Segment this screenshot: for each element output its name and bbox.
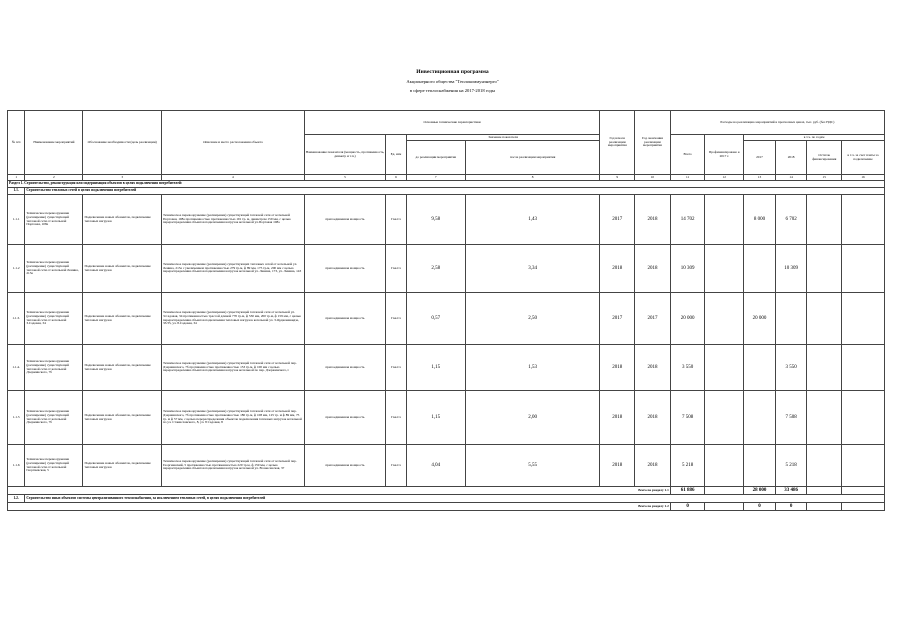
row-2017 xyxy=(744,345,776,391)
row-num: 1.1.1 xyxy=(8,195,25,245)
col-number: 15 xyxy=(807,175,842,181)
row-2018: 3 550 xyxy=(775,345,807,391)
row-2018: 10 309 xyxy=(775,245,807,293)
header-tech-name: Наименование показателя (мощность, протяженность, диаметр и т.п.) xyxy=(304,135,386,175)
header-desc: Описание и место расположения объекта xyxy=(161,111,304,175)
header-name: Наименование мероприятий xyxy=(25,111,83,175)
row-financed xyxy=(705,293,744,345)
subsection-1-1-title: Строительство тепловых сетей в целях подключения потребителей xyxy=(25,188,885,195)
row-need: Подключение новых абонентов, подключение тепловых нагрузок xyxy=(83,345,162,391)
document-period: в сфере теплоснабжения на 2017-2018 годы xyxy=(409,88,496,93)
col-number: 3 xyxy=(83,175,162,181)
row-year-start: 2017 xyxy=(600,195,635,245)
col-number: 16 xyxy=(842,175,885,181)
row-year-end: 2018 xyxy=(635,245,671,293)
subsection-1-2-title: Строительство иных объектов системы централизованного теплоснабжения, за исключением тепловых сетей, в целях подключения потребителей xyxy=(25,495,885,503)
row-2017 xyxy=(744,391,776,445)
row-2018: 5 218 xyxy=(775,445,807,487)
row-financed xyxy=(705,245,744,293)
row-conn xyxy=(842,445,885,487)
row-total: 3 550 xyxy=(670,345,705,391)
table-row xyxy=(8,345,885,391)
table-row xyxy=(8,391,885,445)
row-remaining xyxy=(807,195,842,245)
row-year-end: 2018 xyxy=(635,195,671,245)
row-conn xyxy=(842,345,885,391)
col-number: 6 xyxy=(386,175,406,181)
document-organization: Акционерного общества "Теплокоммунэнерго" xyxy=(406,79,499,84)
row-tech: присоединенная мощность xyxy=(304,195,386,245)
subsection-1-2-num: 1.2. xyxy=(8,495,25,503)
row-after: 1,53 xyxy=(465,345,600,391)
row-remaining xyxy=(807,345,842,391)
row-year-start: 2017 xyxy=(600,293,635,345)
header-2018: 2018 xyxy=(775,141,807,175)
row-year-end: 2018 xyxy=(635,345,671,391)
row-year-start: 2018 xyxy=(600,345,635,391)
row-after: 5,55 xyxy=(465,445,600,487)
row-desc: Техническое перевооружение (расширение) существующей тепловой сети от котельной ул. З.Садовая, 34 протяженностью трассой длиной 770 тр.м, ф 530 мм, 200 тр.м, ф 159 мм, с целью перераспределения объектов подключения тепловых нагрузок котельной ул. З.Орджоникидзе, 33/35, ул. 8.Садовая, 34 xyxy=(161,293,304,345)
subsection-1-1-num: 1.1. xyxy=(8,188,25,195)
subtotal-1-1-label: Всего по разделу 1.1 xyxy=(8,487,671,495)
row-unit: Гкал/ч xyxy=(386,245,406,293)
row-before: 1,15 xyxy=(406,345,465,391)
row-conn xyxy=(842,391,885,445)
header-year-end: Год окончания реализации мероприятия xyxy=(635,111,671,175)
row-tech: присоединенная мощность xyxy=(304,245,386,293)
subtotal-1-2-total: 0 xyxy=(670,503,705,511)
row-before: 9,58 xyxy=(406,195,465,245)
col-number: 2 xyxy=(25,175,83,181)
row-tech: присоединенная мощность xyxy=(304,293,386,345)
row-desc: Техническое перевооружение (расширение) существующей тепловой сети от котельной пер. Георгиевский, 5 протяженностью протяженностью 220 тр.м, ф 159 мм, с целью перераспределения объектов подключения нагрузок котельной ул. Вознесенская, 37 xyxy=(161,445,304,487)
header-2017: 2017 xyxy=(744,141,776,175)
row-2018: 7 508 xyxy=(775,391,807,445)
row-after: 1,43 xyxy=(465,195,600,245)
row-before: 0,57 xyxy=(406,293,465,345)
row-unit: Гкал/ч xyxy=(386,195,406,245)
col-number: 11 xyxy=(670,175,705,181)
header-remaining: Остаток финансирования xyxy=(807,141,842,175)
col-number: 13 xyxy=(744,175,776,181)
row-year-end: 2018 xyxy=(635,391,671,445)
subtotal-row xyxy=(8,503,885,511)
row-remaining xyxy=(807,445,842,487)
header-year-start: Год начала реализации мероприятия xyxy=(600,111,635,175)
row-year-end: 2017 xyxy=(635,293,671,345)
subtotal-1-2-2017: 0 xyxy=(744,503,776,511)
header-unit: Ед. изм xyxy=(386,135,406,175)
document-title-block xyxy=(0,68,905,95)
row-tech: присоединенная мощность xyxy=(304,345,386,391)
row-before: 4,04 xyxy=(406,445,465,487)
investment-program-table xyxy=(7,110,885,511)
row-desc: Техническое перевооружение (расширение) существующих тепловых сетей от котельной ул. Ленина, 213а с увеличением протяженностью 279 тр.м, ф 89 мм, 175 тр.м, 200 мм с целью перераспределения объектов подключения нагрузок котельной ул. Ленина, 173, ул. Ленина, 143 xyxy=(161,245,304,293)
col-number: 14 xyxy=(775,175,807,181)
subtotal-1-1-2018: 33 486 xyxy=(775,487,807,495)
table-row xyxy=(8,445,885,487)
subtotal-1-2-label: Всего по разделу 1.2 xyxy=(8,503,671,511)
row-total: 5 218 xyxy=(670,445,705,487)
header-need: Обоснование необходимости (цель реализации) xyxy=(83,111,162,175)
row-num: 1.1.5 xyxy=(8,391,25,445)
row-desc: Техническое перевооружение (расширение) существующей тепловой сети от котельной пер. Дзержинского, 7б протяженностью протяженностью 180 тр.м, ф 108 мм, 125 тр. м ф 89 мм, 75 тр. м ф 57 мм, с целью перераспределения объектов подключения тепловых нагрузок котельной по ул. Станиславского, 8, ул. 8 Садовая, 8 xyxy=(161,391,304,445)
row-num: 1.1.2 xyxy=(8,245,25,293)
subtotal-1-1-2017: 28 000 xyxy=(744,487,776,495)
row-year-start: 2018 xyxy=(600,245,635,293)
row-financed xyxy=(705,445,744,487)
col-number: 12 xyxy=(705,175,744,181)
row-2018: 6 702 xyxy=(775,195,807,245)
row-year-start: 2018 xyxy=(600,445,635,487)
col-number: 9 xyxy=(600,175,635,181)
row-total: 10 309 xyxy=(670,245,705,293)
row-tech: присоединенная мощность xyxy=(304,391,386,445)
row-after: 2,50 xyxy=(465,293,600,345)
row-need: Подключение новых абонентов, подключение тепловых нагрузок xyxy=(83,245,162,293)
section-1-title: Раздел 1. Строительство, реконструкция или модернизация объектов в целях подключения потребителей: xyxy=(8,181,885,188)
header-num: № п/п xyxy=(8,111,25,175)
document-title: Инвестиционная программа xyxy=(416,69,489,75)
table-row xyxy=(8,293,885,345)
row-2017: 20 000 xyxy=(744,293,776,345)
row-conn xyxy=(842,195,885,245)
table-row xyxy=(8,195,885,245)
row-2018 xyxy=(775,293,807,345)
row-financed xyxy=(705,391,744,445)
header-before: до реализации мероприятия xyxy=(406,141,465,175)
header-total: Всего xyxy=(670,135,705,175)
row-remaining xyxy=(807,293,842,345)
row-before: 1,15 xyxy=(406,391,465,445)
row-conn xyxy=(842,293,885,345)
header-expenses: Расходы на реализацию мероприятий в прогнозных ценах, тыс. руб. (без НДС) xyxy=(670,111,884,135)
row-need: Подключение новых абонентов, подключение тепловых нагрузок xyxy=(83,445,162,487)
header-incl-conn: в т.ч. за счет платы за подключение xyxy=(842,141,885,175)
row-before: 2,58 xyxy=(406,245,465,293)
row-need: Подключение новых абонентов, подключение тепловых нагрузок xyxy=(83,195,162,245)
col-number: 1 xyxy=(8,175,25,181)
col-number: 4 xyxy=(161,175,304,181)
row-conn xyxy=(842,245,885,293)
col-number: 7 xyxy=(406,175,465,181)
row-after: 2,00 xyxy=(465,391,600,445)
header-incl: в т.ч. по годам xyxy=(744,135,885,141)
header-tech: Основные технические характеристики xyxy=(304,111,600,135)
subtotal-row xyxy=(8,487,885,495)
subtotal-1-2-2018: 0 xyxy=(775,503,807,511)
row-total: 14 702 xyxy=(670,195,705,245)
table-row xyxy=(8,245,885,293)
row-name: Техническое перевооружение (расширение) существующей тепловой сети от котельной Ленина, 213а xyxy=(25,245,83,293)
row-name: Техническое перевооружение (расширение) существующей тепловой сети от котельной Георгиевская, 5 xyxy=(25,445,83,487)
row-after: 3,34 xyxy=(465,245,600,293)
row-name: Техническое перевооружение (расширение) существующей тепловой сети от котельной Дзержинского, 7б xyxy=(25,391,83,445)
row-name: Техническое перевооружение (расширение) существующей тепловой сети от котельной З.Садовая, 34 xyxy=(25,293,83,345)
row-2017: 8 000 xyxy=(744,195,776,245)
row-year-end: 2018 xyxy=(635,445,671,487)
row-2017 xyxy=(744,245,776,293)
header-financed: Профинансировано к 2017 г. xyxy=(705,135,744,175)
row-remaining xyxy=(807,245,842,293)
row-desc: Техническое перевооружение (расширение) существующей тепловой сети от котельной Портовая, 108а протяженностью протяженностью 191 тр. м, диаметром 159 мм, с целью перераспределения объектов подключения нагрузок котельной ул.Портовая 108а xyxy=(161,195,304,245)
row-need: Подключение новых абонентов, подключение тепловых нагрузок xyxy=(83,293,162,345)
row-2017 xyxy=(744,445,776,487)
row-unit: Гкал/ч xyxy=(386,345,406,391)
row-remaining xyxy=(807,391,842,445)
header-value: Значение показателя xyxy=(406,135,600,141)
subtotal-1-1-total: 61 886 xyxy=(670,487,705,495)
row-financed xyxy=(705,345,744,391)
row-num: 1.1.6 xyxy=(8,445,25,487)
col-number: 5 xyxy=(304,175,386,181)
row-name: Техническое перевооружение (расширение) существующей тепловой сети от котельной Портовая, 108а xyxy=(25,195,83,245)
row-total: 20 000 xyxy=(670,293,705,345)
row-financed xyxy=(705,195,744,245)
row-num: 1.1.4. xyxy=(8,345,25,391)
row-unit: Гкал/ч xyxy=(386,293,406,345)
row-name: Техническое перевооружение (расширение) существующей тепловой сети от котельной Дзержинского, 7б xyxy=(25,345,83,391)
row-need: Подключение новых абонентов, подключение тепловых нагрузок xyxy=(83,391,162,445)
row-desc: Техническое перевооружение (расширение) существующей тепловой сети от котельной пер. Дзержинского, 7б протяженностью протяженностью 153 тр.м, ф 100 мм с целью перераспределения объектов подключения нагрузок котельной по пер. Дзержинского,1 xyxy=(161,345,304,391)
row-num: 1.1.3. xyxy=(8,293,25,345)
col-number: 8 xyxy=(465,175,600,181)
row-tech: присоединенная мощность xyxy=(304,445,386,487)
row-unit: Гкал/ч xyxy=(386,391,406,445)
col-number: 10 xyxy=(635,175,671,181)
row-year-start: 2018 xyxy=(600,391,635,445)
row-total: 7 508 xyxy=(670,391,705,445)
row-unit: Гкал/ч xyxy=(386,445,406,487)
header-after: после реализации мероприятия xyxy=(465,141,600,175)
